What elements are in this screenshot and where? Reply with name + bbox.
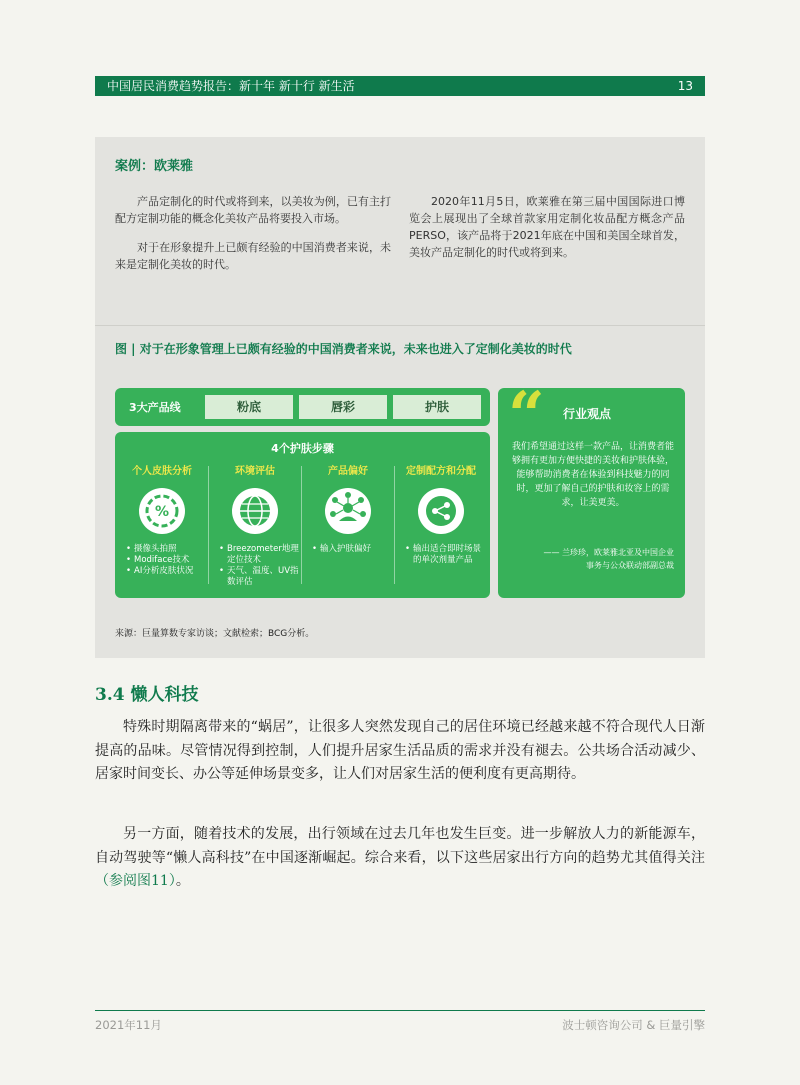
- section-heading: 3.4 懒人科技: [95, 685, 199, 705]
- svg-text:%: %: [154, 504, 170, 520]
- product-line-chip: 粉底: [205, 395, 293, 419]
- quote-icon: “: [508, 378, 545, 453]
- body-paragraph-2-text: 另一方面，随着技术的发展，出行领域在过去几年也发生巨变。进一步解放人力的新能源车，自动驾驶等“懒人高科技”在中国逐渐崛起。综合来看，以下这些居家出行方向的趋势尤其值得关注: [95, 826, 705, 866]
- figure-box: [95, 325, 705, 658]
- step-description: [395, 544, 487, 566]
- figure-source: 来源：巨量算数专家访谈；文献检索；BCG分析。: [115, 629, 315, 639]
- case-right-paragraph-1: 2020年11月5日，欧莱雅在第三届中国国际进口博览会上展现出了全球首款家用定制化妆品配方概念产品PERSO，该产品将于2021年底在中国和美国全球首发，美妆产品定制化的时代或将到来。: [409, 195, 685, 259]
- case-left-paragraph-1: 产品定制化的时代或将到来，以美妆为例，已有主打配方定制功能的概念化美妆产品将要投入市场。: [115, 195, 391, 225]
- step-description: [302, 544, 394, 555]
- step-label: 定制配方和分配: [406, 466, 476, 477]
- view-attribution: [512, 546, 674, 572]
- step-environment: [209, 462, 301, 588]
- step-label: 环境评估: [235, 466, 275, 477]
- page-number: 13: [677, 79, 693, 93]
- step-desc-item: • 输入护肤偏好: [312, 544, 394, 555]
- view-quote: 我们希望通过这样一款产品，让消费者能够拥有更加方便快捷的美妆和护肤体验，能够帮助消费者在体验到科技魅力的同时，更加了解自己的护肤和妆容上的需求，让美更美。: [512, 442, 675, 508]
- product-lines-panel: [115, 388, 490, 426]
- figure-reference-link[interactable]: （参阅图11）: [95, 873, 176, 889]
- percent-icon: [139, 488, 185, 534]
- body-paragraph-1: 特殊时期隔离带来的“蜗居”，让很多人突然发现自己的居住环境已经越来越不符合现代人日渐提高的品味。尽管情况得到控制，人们提升居家生活品质的需求并没有褪去。公共场合活动减少、居家时间变长、办公等延伸场景变多，让人们对居家生活的便利度有更高期待。: [95, 719, 705, 782]
- step-desc-item: • 摄像头拍照: [126, 544, 208, 555]
- case-right-column: [409, 193, 685, 273]
- body-paragraph-2-end: 。: [175, 873, 190, 889]
- product-line-chip: 唇彩: [299, 395, 387, 419]
- step-skin-analysis: [116, 462, 208, 577]
- step-desc-item: • Breezometer地理定位技术: [219, 544, 301, 566]
- product-line-chip: 护肤: [393, 395, 481, 419]
- figure-title: 图 | 对于在形象管理上已颇有经验的中国消费者来说，未来也进入了定制化美妆的时代: [115, 342, 572, 356]
- case-left-paragraph-2: 对于在形象提升上已颇有经验的中国消费者来说，未来是定制化美妆的时代。: [115, 241, 391, 271]
- skincare-steps-panel: [115, 432, 490, 598]
- step-desc-item: • 输出适合即时场景的单次剂量产品: [405, 544, 487, 566]
- step-description: [116, 544, 208, 577]
- steps-title: 4个护肤步骤: [271, 442, 334, 455]
- footer-publisher: 波士顿咨询公司 & 巨量引擎: [562, 1018, 705, 1032]
- product-lines-label: 3大产品线: [129, 401, 181, 414]
- step-description: [209, 544, 301, 588]
- industry-view-panel: [498, 378, 685, 598]
- case-left-column: [115, 193, 391, 285]
- share-icon: [418, 488, 464, 534]
- globe-icon: [232, 488, 278, 534]
- step-desc-item: • Modiface技术: [126, 555, 208, 566]
- view-attribution-line: —— 兰珍珍，欧莱雅北亚及中国企业: [543, 548, 674, 557]
- step-label: 产品偏好: [328, 466, 368, 477]
- step-desc-item: • AI分析皮肤状况: [126, 566, 208, 577]
- view-attribution-line: 事务与公众联动部副总裁: [586, 561, 674, 570]
- step-custom-formula: [395, 462, 487, 566]
- footer-date: 2021年11月: [95, 1018, 162, 1032]
- case-title: 案例：欧莱雅: [115, 159, 194, 174]
- view-title: 行业观点: [563, 407, 612, 421]
- step-desc-item: • 天气、温度、UV指数评估: [219, 566, 301, 588]
- header-bar: [95, 76, 705, 96]
- case-box: [95, 137, 705, 325]
- user-network-icon: [325, 488, 371, 534]
- report-title: 中国居民消费趋势报告：新十年 新十行 新生活: [107, 79, 355, 93]
- step-product-preference: [302, 462, 394, 555]
- step-label: 个人皮肤分析: [132, 466, 192, 477]
- body-paragraph-2: [95, 823, 705, 894]
- footer-divider: [95, 1010, 705, 1011]
